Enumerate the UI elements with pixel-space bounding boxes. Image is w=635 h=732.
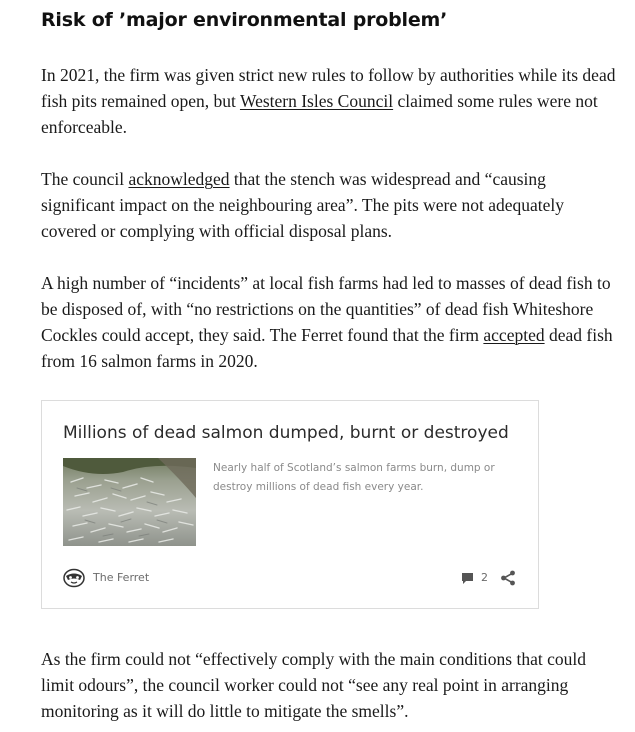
accepted-link[interactable]: accepted [483,325,545,345]
share-icon[interactable] [500,570,516,586]
comment-bubble-icon[interactable] [461,572,474,585]
paragraph-stench [41,166,616,244]
paragraph-incidents [41,270,616,374]
embedded-article-card[interactable] [41,400,539,609]
paragraph-text: In 2021, the firm was given strict new rules to follow by authorities while its dead fish pits remained open, but [41,65,616,111]
paragraph-rules [41,62,616,140]
embed-excerpt: Nearly half of Scotland’s salmon farms burn, dump or destroy millions of dead fish every year. [213,462,495,493]
embed-thumbnail[interactable] [63,458,196,546]
embed-footer [63,567,516,589]
ferret-logo-icon [63,568,85,588]
embed-title[interactable]: Millions of dead salmon dumped, burnt or destroyed [63,423,509,443]
paragraph-text: claimed some rules were not enforceable. [41,91,598,137]
paragraph-monitoring: As the firm could not “effectively comply with the main conditions that could limit odours”, the council worker could not “see any real point in arranging monitoring as it will do little to mitigate the smells”. [41,649,586,721]
paragraph-text: that the stench was widespread and “causing significant impact on the neighbouring area”. The pits were not adequately covered or complying with official disposal plans. [41,169,565,241]
paragraph-text: A high number of “incidents” at local fish farms had led to masses of dead fish to be disposed of, with “no restrictions on the quantities” of dead fish Whiteshore Cockles could accept, they said. The Ferret found that the firm [41,273,611,345]
dead-fish-pile-image [63,458,196,546]
paragraph-text: dead fish from 16 salmon farms in 2020. [41,325,613,371]
paragraph-text: The council [41,169,129,189]
western-isles-council-link[interactable]: Western Isles Council [239,91,394,111]
site-name[interactable]: The Ferret [93,571,150,584]
section-heading: Risk of ’major environmental problem’ [41,9,448,31]
comment-count[interactable]: 2 [481,571,488,584]
acknowledged-link[interactable]: acknowledged [128,169,230,189]
